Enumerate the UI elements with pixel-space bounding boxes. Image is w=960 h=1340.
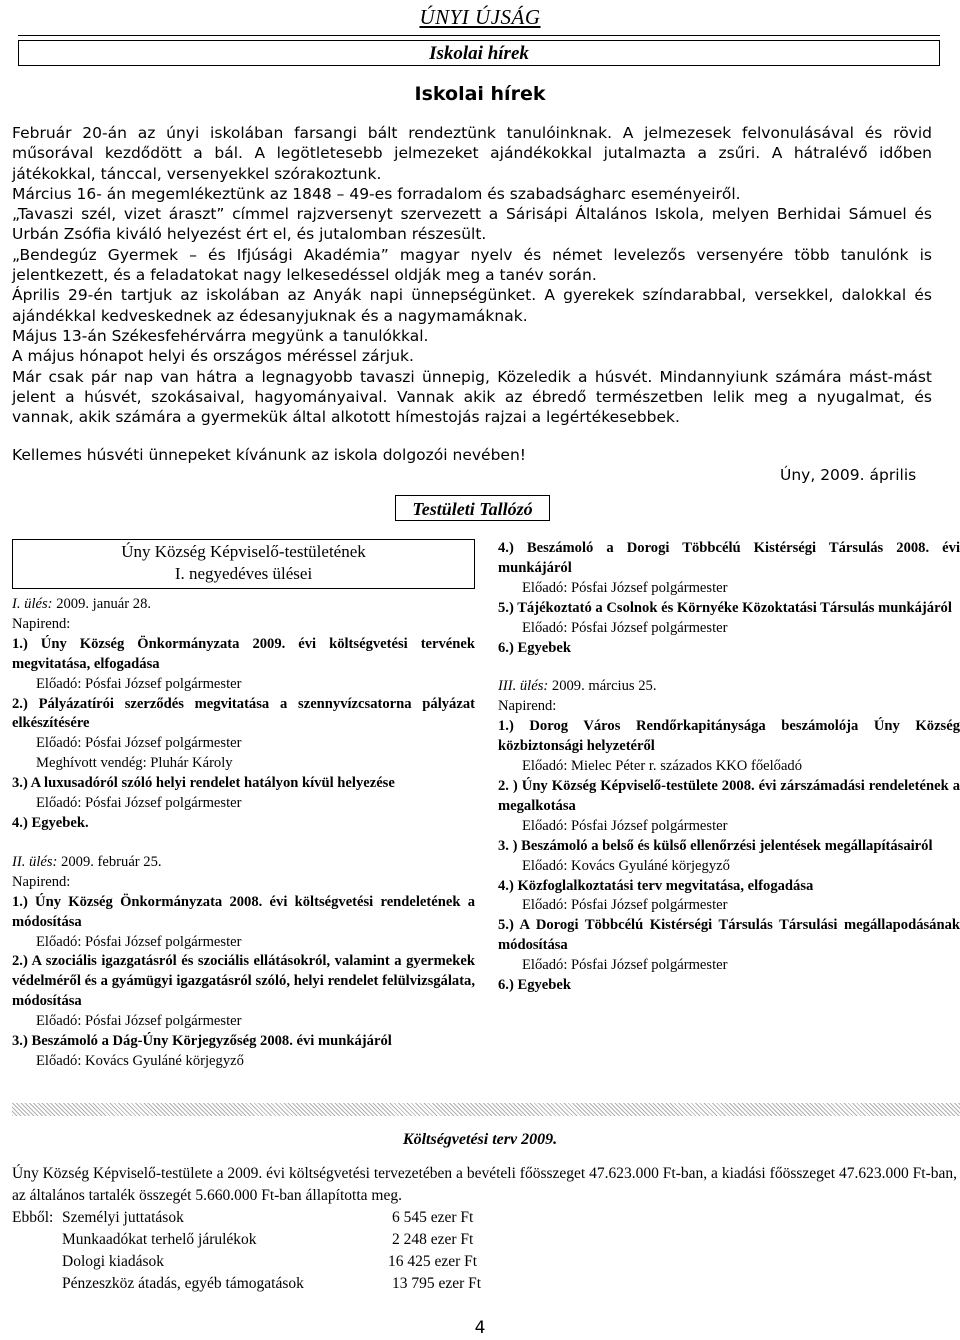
budget-row-value: 16 425 ezer Ft bbox=[388, 1253, 478, 1270]
agenda-item: 3.) Beszámoló a Dág-Úny Körjegyzőség 2008. évi munkájáról bbox=[12, 1033, 392, 1050]
agenda-presenter: Előadó: Pósfai József polgármester bbox=[36, 795, 242, 812]
agenda-presenter: Előadó: Mielec Péter r. százados KKO főelőadó bbox=[522, 758, 803, 775]
budget-row-value: 6 545 ezer Ft bbox=[392, 1209, 474, 1226]
news-paragraph: Április 29-én tartjuk az iskolában az Anyák napi ünnepségünket. A gyerekek színdarabbal, versekkel, dalokkal és ajándékkal kedveskednek az édesanyjuknak és a nagymamáknak. bbox=[12, 286, 932, 325]
news-paragraph: Már csak pár nap van hátra a legnagyobb tavaszi ünnepig, Közeledik a húsvét. Mindannyiunk számára mást-mást jelent a húsvét, szokásaival, hagyományaival. Vannak akik az ébredő természetben lelik meg a nyugalmat, és vannak, akik számára a gyermekük által alkotott hímestojás rajzai a legértékesebbek. bbox=[12, 367, 932, 427]
news-heading: Iskolai hírek bbox=[414, 83, 546, 105]
spacer bbox=[498, 658, 960, 677]
agenda-item: 1.) Úny Község Önkormányzata 2008. évi költségvetési rendeletének a módosítása bbox=[12, 893, 475, 930]
agenda-item: 1.) Dorog Város Rendőrkapitánysága beszámolója Úny Község közbiztonsági helyzetéről bbox=[498, 718, 960, 755]
agenda-presenter: Előadó: Pósfai József polgármester bbox=[522, 957, 728, 974]
news-paragraph: A május hónapot helyi és országos méréssel zárjuk. bbox=[12, 347, 414, 366]
agenda-presenter: Előadó: Pósfai József polgármester bbox=[522, 897, 728, 914]
agenda-item: 4.) Egyebek. bbox=[12, 814, 89, 831]
agenda-presenter: Előadó: Kovács Gyuláné körjegyző bbox=[36, 1052, 244, 1069]
agenda-presenter: Előadó: Kovács Gyuláné körjegyző bbox=[522, 857, 730, 874]
session-label: II. ülés: bbox=[12, 853, 58, 870]
agenda-item: 5.) Tájékoztató a Csolnok és Környéke Közoktatási Társulás munkájáról bbox=[498, 599, 952, 616]
council-right-column bbox=[498, 539, 960, 996]
news-paragraph: „Bendegúz Gyermek – és Ifjúsági Akadémia” magyar nyelv és német levelezős versenyére több tanulónk is jelentkezett, és a feladatokat nagy lelkesedéssel oldják meg a tanév során. bbox=[12, 245, 932, 285]
session-date: 2009. január 28. bbox=[56, 596, 152, 612]
session-label: III. ülés: bbox=[498, 678, 549, 695]
section-title: Iskolai hírek bbox=[18, 40, 940, 66]
news-signoff: Úny, 2009. április bbox=[780, 466, 917, 484]
session-date: 2009. március 25. bbox=[551, 678, 657, 695]
budget-row-label: Munkaadókat terhelő járulékok bbox=[62, 1231, 257, 1248]
agenda-item: 3. ) Beszámoló a belső és külső ellenőrzési jelentések megállapításairól bbox=[498, 837, 933, 854]
news-paragraph: Május 13-án Székesfehérvárra megyünk a tanulókkal. bbox=[12, 326, 429, 345]
budget-row-label: Pénzeszköz átadás, egyéb támogatások bbox=[62, 1275, 304, 1292]
budget-title: Költségvetési terv 2009. bbox=[402, 1131, 558, 1148]
agenda-presenter: Előadó: Pósfai József polgármester bbox=[36, 1013, 242, 1030]
budget-row-label: Dologi kiadások bbox=[62, 1253, 165, 1270]
session-heading bbox=[498, 677, 960, 697]
agenda-item: 1.) Úny Község Önkormányzata 2009. évi költségvetési tervének megvitatása, elfogadása bbox=[12, 635, 475, 672]
budget-row-value: 2 248 ezer Ft bbox=[392, 1231, 474, 1248]
agenda-item: 5.) A Dorogi Többcélú Kistérségi Társulás Társulási megállapodásának módosítása bbox=[498, 917, 960, 954]
agenda-presenter: Előadó: Pósfai József polgármester bbox=[36, 675, 242, 692]
masthead-rule bbox=[18, 35, 940, 36]
agenda-item: 2.) Pályázatírói szerződés megvitatása a szennyvízcsatorna pályázat elkészítésére bbox=[12, 695, 475, 732]
budget-row-value: 13 795 ezer Ft bbox=[392, 1275, 482, 1292]
agenda-presenter: Előadó: Pósfai József polgármester bbox=[36, 933, 242, 950]
masthead: ÚNYI ÚJSÁG bbox=[419, 5, 541, 29]
council-agenda-list bbox=[498, 539, 960, 996]
agenda-item: 2. ) Úny Község Képviselő-testülete 2008. évi zárszámadási rendeletének a megalkotása bbox=[498, 777, 960, 814]
news-paragraph: „Tavaszi szél, vizet áraszt” címmel rajzversenyt szervezett a Sárisápi Általános Iskola, melyen Berhidai Sámuel és Urbán Zsófia kiváló helyezést ért el, és jutalomban részesült. bbox=[12, 205, 932, 244]
council-sessions-title bbox=[12, 539, 475, 589]
agenda-presenter: Meghívott vendég: Pluhár Károly bbox=[36, 755, 233, 772]
council-subtitle-line: I. negyedéves ülései bbox=[174, 564, 313, 583]
agenda-label: Napirend: bbox=[498, 698, 557, 715]
agenda-item: 6.) Egyebek bbox=[498, 639, 571, 656]
agenda-item: 2.) A szociális igazgatásról és szociális ellátásokról, valamint a gyermekek védelméről és a gyámügyi igazgatásról szóló, helyi rendelet felülvizsgálata, módosítása bbox=[12, 953, 475, 1010]
budget-row-label: Személyi juttatások bbox=[62, 1209, 184, 1226]
section-divider bbox=[12, 1103, 960, 1116]
council-agenda-list bbox=[12, 595, 475, 1072]
agenda-item: 4.) Beszámoló a Dorogi Többcélú Kistérségi Társulás 2008. évi munkájáról bbox=[498, 540, 960, 576]
budget-intro: Úny Község Képviselő-testülete a 2009. évi költségvetési tervezetében a bevételi főösszeget 47.623.000 Ft-ban, a kiadási főösszeget 47.623.000 Ft-ban, az általános tartalék összegét 5.660.000 Ft-ban állapította meg. bbox=[12, 1165, 957, 1204]
agenda-presenter: Előadó: Pósfai József polgármester bbox=[522, 619, 728, 636]
news-body bbox=[12, 123, 932, 427]
agenda-presenter: Előadó: Pósfai József polgármester bbox=[36, 735, 242, 752]
council-left-column bbox=[12, 539, 475, 1072]
news-paragraph: Március 16- án megemlékeztünk az 1848 – 49-es forradalom és szabadságharc eseményeiről. bbox=[12, 184, 741, 203]
page-number: 4 bbox=[474, 1318, 486, 1338]
agenda-label: Napirend: bbox=[12, 615, 71, 632]
session-heading bbox=[12, 853, 475, 873]
session-date: 2009. február 25. bbox=[61, 853, 162, 870]
news-paragraph: Február 20-án az únyi iskolában farsangi bált rendeztünk tanulóinknak. A jelmezesek felvonulásával és rövid műsorával kezdődött a bál. A legötletesebb jelmezeket ajándékokkal jutalmazta a zsűri. A hátralévő időben játékokkal, tánccal, versenyekkel szórakoztunk. bbox=[12, 124, 932, 183]
agenda-label: Napirend: bbox=[12, 873, 71, 890]
tallozo-title: Testületi Tallózó bbox=[395, 495, 550, 521]
easter-greeting: Kellemes húsvéti ünnepeket kívánunk az iskola dolgozói nevében! bbox=[12, 446, 526, 464]
agenda-presenter: Előadó: Pósfai József polgármester bbox=[522, 579, 728, 596]
spacer bbox=[12, 834, 475, 853]
agenda-item: 6.) Egyebek bbox=[498, 977, 571, 994]
council-title-line: Úny Község Képviselő-testületének bbox=[121, 542, 366, 561]
agenda-presenter: Előadó: Pósfai József polgármester bbox=[522, 817, 728, 834]
agenda-item: 4.) Közfoglalkoztatási terv megvitatása, elfogadása bbox=[498, 877, 814, 894]
budget-prefix: Ebből: bbox=[12, 1209, 54, 1226]
session-label: I. ülés: bbox=[12, 596, 53, 612]
session-heading bbox=[12, 595, 475, 615]
agenda-item: 3.) A luxusadóról szóló helyi rendelet hatályon kívül helyezése bbox=[12, 775, 395, 792]
